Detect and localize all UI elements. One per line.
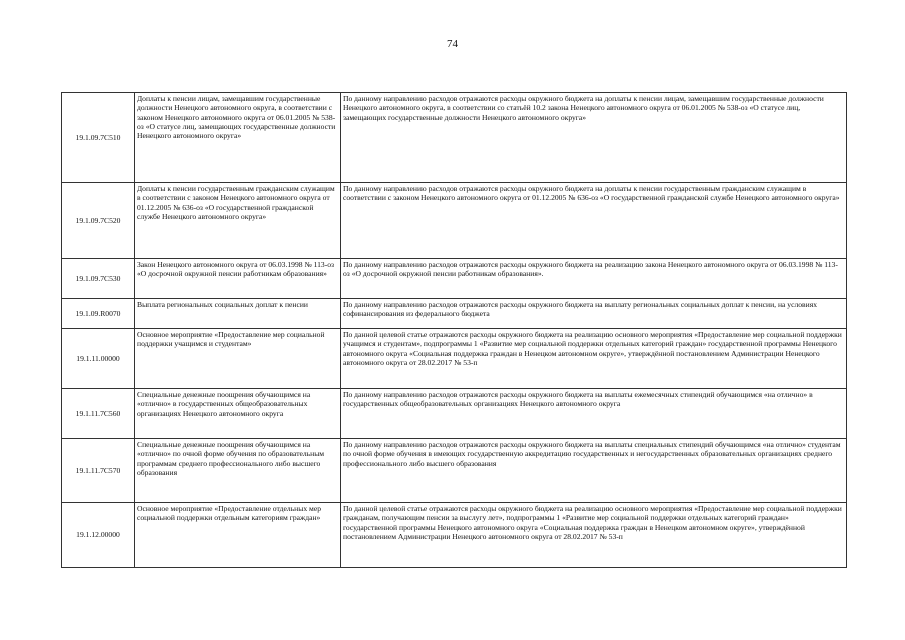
table-row — [62, 93, 847, 183]
row-description: По данной целевой статье отражаются расходы окружного бюджета на реализацию основного мероприятия «Предоставление мер социальной поддержки учащимся и студентам», подпрограммы 1 «Развитие мер социальной поддержки отдельных категорий граждан» государственной программы Ненецкого автономного округа «Социальная поддержка граждан в Ненецком автономном округе», утверждённой постановлением Администрации Ненецкого автономного округа от 28.02.2017 № 53-п — [341, 329, 847, 389]
table-row — [62, 259, 847, 299]
row-description: По данному направлению расходов отражаются расходы окружного бюджета на реализацию закона Ненецкого автономного округа от 06.03.1998 № 113-оз «О досрочной окружной пенсии работникам образования». — [341, 259, 847, 299]
row-description: По данной целевой статье отражаются расходы окружного бюджета на реализацию основного мероприятия «Предоставление мер социальной поддержки гражданам, получающим пенсии за выслугу лет», подпрограммы 1 «Развитие мер социальной поддержки отдельных категорий граждан» государственной программы Ненецкого автономного округа «Социальная поддержка граждан в Ненецком автономном округе», утверждённой постановлением Администрации Ненецкого автономного округа от 28.02.2017 № 53-п — [341, 503, 847, 568]
row-description: По данному направлению расходов отражаются расходы окружного бюджета на выплаты ежемесячных стипендий обучающимся «на отлично» в государственных общеобразовательных организациях Ненецкого автономного округа — [341, 389, 847, 439]
row-code: 19.1.09.7С510 — [62, 93, 135, 183]
row-code: 19.1.12.00000 — [62, 503, 135, 568]
row-name: Специальные денежные поощрения обучающимся на «отлично» по очной форме обучения по образовательным программам среднего профессионального либо высшего образования — [135, 439, 341, 503]
table-row — [62, 389, 847, 439]
row-code: 19.1.09.7С530 — [62, 259, 135, 299]
row-code: 19.1.11.7С560 — [62, 389, 135, 439]
row-code: 19.1.09.7С520 — [62, 183, 135, 259]
table-row — [62, 439, 847, 503]
row-description: По данному направлению расходов отражаются расходы окружного бюджета на доплаты к пенсии лицам, замещавшим государственные должности Ненецкого автономного округа, в соответствии со статьёй 10.2 закона Ненецкого автономного округа от 06.01.2005 № 538-оз «О статусе лиц, замещающих государственные должности Ненецкого автономного округа» — [341, 93, 847, 183]
table-row — [62, 503, 847, 568]
row-description: По данному направлению расходов отражаются расходы окружного бюджета на выплаты специальных стипендий обучающимся «на отлично» студентам по очной форме обучения в имеющих государственную аккредитацию государственных и негосударственных образовательных организациях среднего профессионального либо высшего образования — [341, 439, 847, 503]
row-code: 19.1.09.R0070 — [62, 299, 135, 329]
row-code: 19.1.11.7С570 — [62, 439, 135, 503]
budget-classification-table — [61, 92, 847, 568]
row-name: Выплата региональных социальных доплат к пенсии — [135, 299, 341, 329]
table-row — [62, 299, 847, 329]
row-name: Основное мероприятие «Предоставление мер социальной поддержки учащимся и студентам» — [135, 329, 341, 389]
row-name: Доплаты к пенсии лицам, замещавшим государственные должности Ненецкого автономного округа, в соответствии с законом Ненецкого автономного округа от 06.01.2005 № 538-оз «О статусе лиц, замещающих государственные должности Ненецкого автономного округа» — [135, 93, 341, 183]
page-number: 74 — [447, 38, 458, 50]
table-row — [62, 183, 847, 259]
row-name: Основное мероприятие «Предоставление отдельных мер социальной поддержки отдельным категориям граждан» — [135, 503, 341, 568]
row-name: Закон Ненецкого автономного округа от 06.03.1998 № 113-оз «О досрочной окружной пенсии работникам образования» — [135, 259, 341, 299]
row-description: По данному направлению расходов отражаются расходы окружного бюджета на доплаты к пенсии государственным гражданским служащим в соответствии с законом Ненецкого автономного округа от 01.12.2005 № 636-оз «О государственной гражданской службе Ненецкого автономного округа» — [341, 183, 847, 259]
row-code: 19.1.11.00000 — [62, 329, 135, 389]
row-name: Доплаты к пенсии государственным гражданским служащим в соответствии с законом Ненецкого автономного округа от 01.12.2005 № 636-оз «О государственной гражданской службе Ненецкого автономного округа» — [135, 183, 341, 259]
row-description: По данному направлению расходов отражаются расходы окружного бюджета на выплату региональных социальных доплат к пенсии, на условиях софинансирования из федерального бюджета — [341, 299, 847, 329]
table-row — [62, 329, 847, 389]
row-name: Специальные денежные поощрения обучающимся на «отлично» в государственных общеобразовательных организациях Ненецкого автономного округа — [135, 389, 341, 439]
